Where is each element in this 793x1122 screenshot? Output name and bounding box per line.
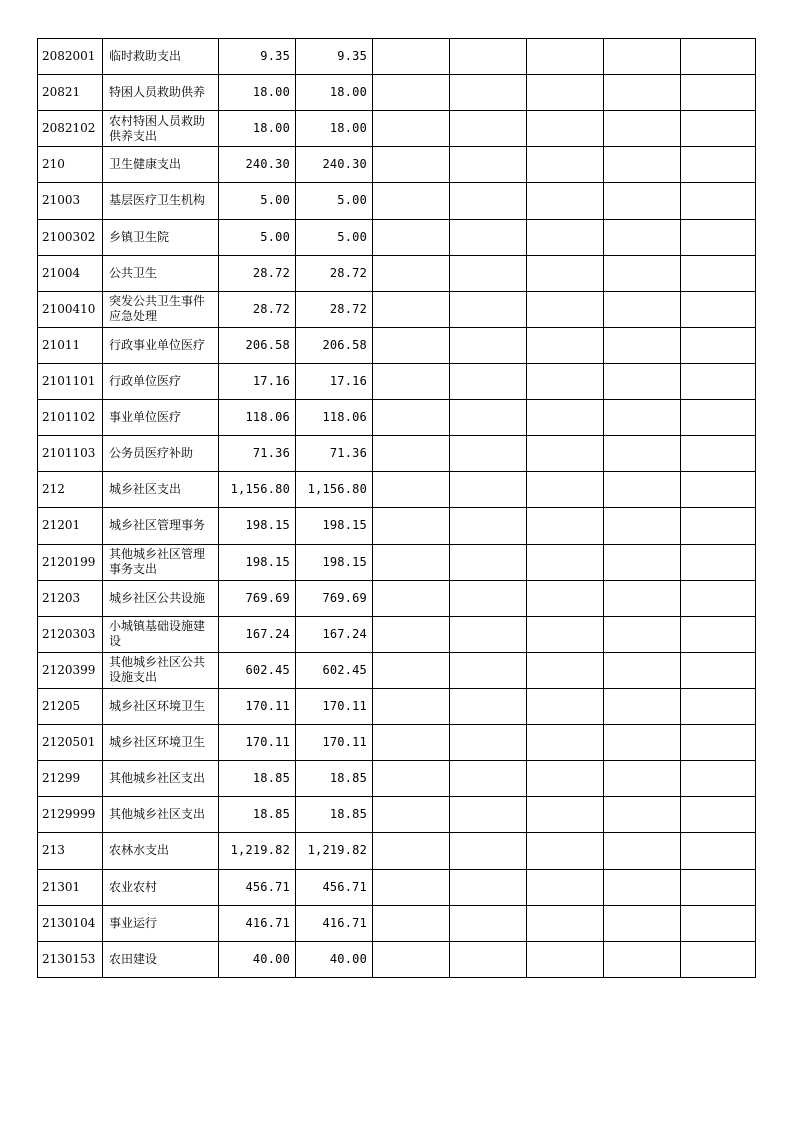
empty-amount-cell [527,580,604,616]
empty-amount-cell [527,905,604,941]
empty-amount-cell [450,183,527,219]
empty-amount-cell [527,111,604,147]
subject-code-cell: 21003 [38,183,103,219]
empty-amount-cell [604,761,681,797]
basic-expenditure-cell: 456.71 [296,869,373,905]
empty-amount-cell [681,291,756,327]
empty-amount-cell [604,75,681,111]
basic-expenditure-cell: 240.30 [296,147,373,183]
empty-amount-cell [373,544,450,580]
empty-amount-cell [527,400,604,436]
subject-code-cell: 2101102 [38,400,103,436]
table-row [38,905,756,941]
empty-amount-cell [373,436,450,472]
empty-amount-cell [681,363,756,399]
empty-amount-cell [373,291,450,327]
empty-amount-cell [604,905,681,941]
empty-amount-cell [373,725,450,761]
subject-name-text: 城乡社区管理事务 [109,518,206,533]
empty-amount-cell [681,941,756,977]
total-amount-cell: 5.00 [219,219,296,255]
subject-name-text: 行政单位医疗 [109,374,182,389]
basic-expenditure-cell: 1,219.82 [296,833,373,869]
basic-expenditure-cell: 18.00 [296,75,373,111]
subject-name-cell [103,544,219,580]
subject-code-cell: 2130104 [38,905,103,941]
subject-name-cell [103,725,219,761]
total-amount-cell: 170.11 [219,688,296,724]
empty-amount-cell [604,111,681,147]
subject-name-text: 城乡社区环境卫生 [109,699,206,714]
table-row [38,688,756,724]
table-row [38,147,756,183]
table-row [38,255,756,291]
table-row [38,75,756,111]
subject-name-text: 乡镇卫生院 [109,229,170,244]
table-row [38,941,756,977]
subject-name-text: 城乡社区支出 [109,482,182,497]
empty-amount-cell [604,147,681,183]
table-row [38,761,756,797]
empty-amount-cell [604,363,681,399]
subject-code-cell: 2100302 [38,219,103,255]
empty-amount-cell [450,580,527,616]
subject-name-cell [103,941,219,977]
subject-name-text: 特困人员救助供养 [109,85,206,100]
subject-code-cell: 2082102 [38,111,103,147]
subject-name-text: 农田建设 [109,951,158,966]
empty-amount-cell [373,797,450,833]
empty-amount-cell [604,508,681,544]
empty-amount-cell [450,436,527,472]
empty-amount-cell [450,616,527,652]
empty-amount-cell [604,688,681,724]
empty-amount-cell [604,436,681,472]
subject-name-cell [103,400,219,436]
empty-amount-cell [527,725,604,761]
empty-amount-cell [450,327,527,363]
table-row [38,544,756,580]
subject-name-cell [103,111,219,147]
empty-amount-cell [681,111,756,147]
empty-amount-cell [527,327,604,363]
empty-amount-cell [373,111,450,147]
subject-name-cell [103,255,219,291]
subject-name-cell [103,833,219,869]
subject-name-cell [103,580,219,616]
empty-amount-cell [450,941,527,977]
subject-name-text: 农村特困人员救助供养支出 [109,113,206,143]
subject-code-cell: 213 [38,833,103,869]
total-amount-cell: 28.72 [219,291,296,327]
empty-amount-cell [604,327,681,363]
subject-name-cell [103,905,219,941]
subject-name-text: 小城镇基础设施建设 [109,619,206,649]
basic-expenditure-cell: 40.00 [296,941,373,977]
empty-amount-cell [681,833,756,869]
empty-amount-cell [373,472,450,508]
total-amount-cell: 240.30 [219,147,296,183]
subject-code-cell: 2101101 [38,363,103,399]
table-row [38,183,756,219]
subject-name-text: 农林水支出 [109,843,170,858]
subject-code-cell: 2082001 [38,39,103,75]
subject-code-cell: 2120501 [38,725,103,761]
total-amount-cell: 9.35 [219,39,296,75]
total-amount-cell: 198.15 [219,544,296,580]
empty-amount-cell [450,761,527,797]
table-row [38,797,756,833]
empty-amount-cell [373,833,450,869]
total-amount-cell: 118.06 [219,400,296,436]
empty-amount-cell [450,75,527,111]
subject-name-text: 突发公共卫生事件应急处理 [109,294,206,324]
empty-amount-cell [373,75,450,111]
empty-amount-cell [527,39,604,75]
table-row [38,436,756,472]
empty-amount-cell [450,905,527,941]
empty-amount-cell [604,472,681,508]
empty-amount-cell [450,688,527,724]
subject-name-text: 公务员医疗补助 [109,446,194,461]
basic-expenditure-cell: 28.72 [296,255,373,291]
empty-amount-cell [604,869,681,905]
empty-amount-cell [681,761,756,797]
empty-amount-cell [681,472,756,508]
subject-code-cell: 2120399 [38,652,103,688]
subject-name-cell [103,616,219,652]
empty-amount-cell [681,544,756,580]
empty-amount-cell [604,941,681,977]
empty-amount-cell [527,688,604,724]
subject-code-cell: 21205 [38,688,103,724]
table-row [38,327,756,363]
empty-amount-cell [604,797,681,833]
empty-amount-cell [681,219,756,255]
table-row [38,616,756,652]
subject-code-cell: 210 [38,147,103,183]
empty-amount-cell [373,327,450,363]
subject-name-cell [103,472,219,508]
subject-name-text: 其他城乡社区支出 [109,807,206,822]
total-amount-cell: 18.00 [219,111,296,147]
table-row [38,219,756,255]
empty-amount-cell [373,183,450,219]
empty-amount-cell [450,400,527,436]
basic-expenditure-cell: 71.36 [296,436,373,472]
subject-name-cell [103,363,219,399]
empty-amount-cell [373,941,450,977]
basic-expenditure-cell: 18.00 [296,111,373,147]
table-row [38,833,756,869]
basic-expenditure-cell: 5.00 [296,183,373,219]
total-amount-cell: 170.11 [219,725,296,761]
subject-name-text: 事业单位医疗 [109,410,182,425]
empty-amount-cell [527,508,604,544]
subject-name-cell [103,508,219,544]
empty-amount-cell [681,905,756,941]
basic-expenditure-cell: 198.15 [296,508,373,544]
empty-amount-cell [681,255,756,291]
empty-amount-cell [373,652,450,688]
empty-amount-cell [681,400,756,436]
empty-amount-cell [527,616,604,652]
total-amount-cell: 40.00 [219,941,296,977]
empty-amount-cell [604,544,681,580]
subject-name-cell [103,291,219,327]
empty-amount-cell [450,869,527,905]
table-row [38,869,756,905]
total-amount-cell: 167.24 [219,616,296,652]
subject-name-cell [103,219,219,255]
empty-amount-cell [373,255,450,291]
empty-amount-cell [527,869,604,905]
empty-amount-cell [373,580,450,616]
total-amount-cell: 416.71 [219,905,296,941]
empty-amount-cell [681,869,756,905]
basic-expenditure-cell: 769.69 [296,580,373,616]
empty-amount-cell [450,219,527,255]
total-amount-cell: 28.72 [219,255,296,291]
basic-expenditure-cell: 170.11 [296,725,373,761]
empty-amount-cell [373,869,450,905]
empty-amount-cell [527,147,604,183]
empty-amount-cell [373,905,450,941]
subject-name-text: 其他城乡社区公共设施支出 [109,655,206,685]
total-amount-cell: 5.00 [219,183,296,219]
subject-name-cell [103,327,219,363]
empty-amount-cell [604,833,681,869]
basic-expenditure-cell: 1,156.80 [296,472,373,508]
subject-code-cell: 2129999 [38,797,103,833]
empty-amount-cell [450,472,527,508]
table-row [38,363,756,399]
empty-amount-cell [373,616,450,652]
basic-expenditure-cell: 198.15 [296,544,373,580]
total-amount-cell: 71.36 [219,436,296,472]
empty-amount-cell [527,941,604,977]
subject-name-text: 其他城乡社区支出 [109,771,206,786]
empty-amount-cell [604,219,681,255]
empty-amount-cell [604,255,681,291]
subject-name-text: 农业农村 [109,879,158,894]
subject-code-cell: 21201 [38,508,103,544]
empty-amount-cell [681,327,756,363]
budget-table-body [38,39,756,978]
subject-name-cell [103,147,219,183]
subject-name-text: 城乡社区环境卫生 [109,735,206,750]
basic-expenditure-cell: 28.72 [296,291,373,327]
empty-amount-cell [681,797,756,833]
subject-name-text: 基层医疗卫生机构 [109,193,206,208]
total-amount-cell: 769.69 [219,580,296,616]
subject-name-cell [103,183,219,219]
empty-amount-cell [604,400,681,436]
subject-name-text: 城乡社区公共设施 [109,590,206,605]
subject-name-cell [103,75,219,111]
total-amount-cell: 18.00 [219,75,296,111]
empty-amount-cell [604,39,681,75]
empty-amount-cell [604,580,681,616]
empty-amount-cell [681,436,756,472]
basic-expenditure-cell: 602.45 [296,652,373,688]
empty-amount-cell [527,833,604,869]
empty-amount-cell [681,725,756,761]
empty-amount-cell [450,508,527,544]
table-row [38,291,756,327]
empty-amount-cell [527,472,604,508]
empty-amount-cell [604,183,681,219]
subject-code-cell: 2120303 [38,616,103,652]
subject-name-cell [103,797,219,833]
empty-amount-cell [373,400,450,436]
total-amount-cell: 1,156.80 [219,472,296,508]
subject-code-cell: 212 [38,472,103,508]
subject-code-cell: 21203 [38,580,103,616]
empty-amount-cell [527,255,604,291]
empty-amount-cell [373,39,450,75]
subject-name-text: 行政事业单位医疗 [109,337,206,352]
basic-expenditure-cell: 18.85 [296,797,373,833]
basic-expenditure-cell: 9.35 [296,39,373,75]
total-amount-cell: 1,219.82 [219,833,296,869]
empty-amount-cell [450,797,527,833]
basic-expenditure-cell: 170.11 [296,688,373,724]
subject-name-cell [103,869,219,905]
basic-expenditure-cell: 416.71 [296,905,373,941]
empty-amount-cell [527,652,604,688]
subject-name-text: 公共卫生 [109,265,158,280]
empty-amount-cell [373,147,450,183]
empty-amount-cell [681,652,756,688]
table-row [38,111,756,147]
empty-amount-cell [681,508,756,544]
basic-expenditure-cell: 118.06 [296,400,373,436]
empty-amount-cell [681,580,756,616]
empty-amount-cell [527,436,604,472]
empty-amount-cell [604,616,681,652]
table-row [38,508,756,544]
subject-name-cell [103,436,219,472]
empty-amount-cell [450,147,527,183]
total-amount-cell: 602.45 [219,652,296,688]
empty-amount-cell [450,111,527,147]
empty-amount-cell [681,616,756,652]
total-amount-cell: 206.58 [219,327,296,363]
total-amount-cell: 17.16 [219,363,296,399]
empty-amount-cell [450,544,527,580]
table-row [38,400,756,436]
empty-amount-cell [527,183,604,219]
basic-expenditure-cell: 5.00 [296,219,373,255]
subject-code-cell: 2101103 [38,436,103,472]
empty-amount-cell [373,761,450,797]
empty-amount-cell [527,291,604,327]
basic-expenditure-cell: 206.58 [296,327,373,363]
subject-name-cell [103,39,219,75]
empty-amount-cell [450,363,527,399]
empty-amount-cell [527,219,604,255]
total-amount-cell: 456.71 [219,869,296,905]
empty-amount-cell [450,255,527,291]
subject-name-text: 其他城乡社区管理事务支出 [109,547,206,577]
subject-name-text: 事业运行 [109,915,158,930]
budget-table [37,38,756,978]
empty-amount-cell [373,219,450,255]
table-row [38,652,756,688]
empty-amount-cell [604,291,681,327]
empty-amount-cell [450,833,527,869]
empty-amount-cell [604,725,681,761]
total-amount-cell: 198.15 [219,508,296,544]
subject-name-cell [103,688,219,724]
table-row [38,472,756,508]
empty-amount-cell [681,147,756,183]
basic-expenditure-cell: 167.24 [296,616,373,652]
empty-amount-cell [681,183,756,219]
subject-code-cell: 21011 [38,327,103,363]
subject-code-cell: 2100410 [38,291,103,327]
empty-amount-cell [450,39,527,75]
subject-code-cell: 20821 [38,75,103,111]
empty-amount-cell [604,652,681,688]
table-row [38,580,756,616]
subject-name-cell [103,652,219,688]
subject-code-cell: 21301 [38,869,103,905]
empty-amount-cell [527,544,604,580]
empty-amount-cell [373,508,450,544]
empty-amount-cell [373,363,450,399]
table-row [38,39,756,75]
subject-code-cell: 2120199 [38,544,103,580]
empty-amount-cell [527,797,604,833]
subject-name-text: 临时救助支出 [109,49,182,64]
subject-name-cell [103,761,219,797]
subject-code-cell: 21299 [38,761,103,797]
subject-code-cell: 21004 [38,255,103,291]
total-amount-cell: 18.85 [219,797,296,833]
empty-amount-cell [527,75,604,111]
empty-amount-cell [450,652,527,688]
empty-amount-cell [681,688,756,724]
empty-amount-cell [450,291,527,327]
total-amount-cell: 18.85 [219,761,296,797]
empty-amount-cell [373,688,450,724]
subject-code-cell: 2130153 [38,941,103,977]
empty-amount-cell [450,725,527,761]
empty-amount-cell [527,761,604,797]
subject-name-text: 卫生健康支出 [109,157,182,172]
basic-expenditure-cell: 17.16 [296,363,373,399]
empty-amount-cell [681,39,756,75]
empty-amount-cell [681,75,756,111]
empty-amount-cell [527,363,604,399]
basic-expenditure-cell: 18.85 [296,761,373,797]
table-row [38,725,756,761]
